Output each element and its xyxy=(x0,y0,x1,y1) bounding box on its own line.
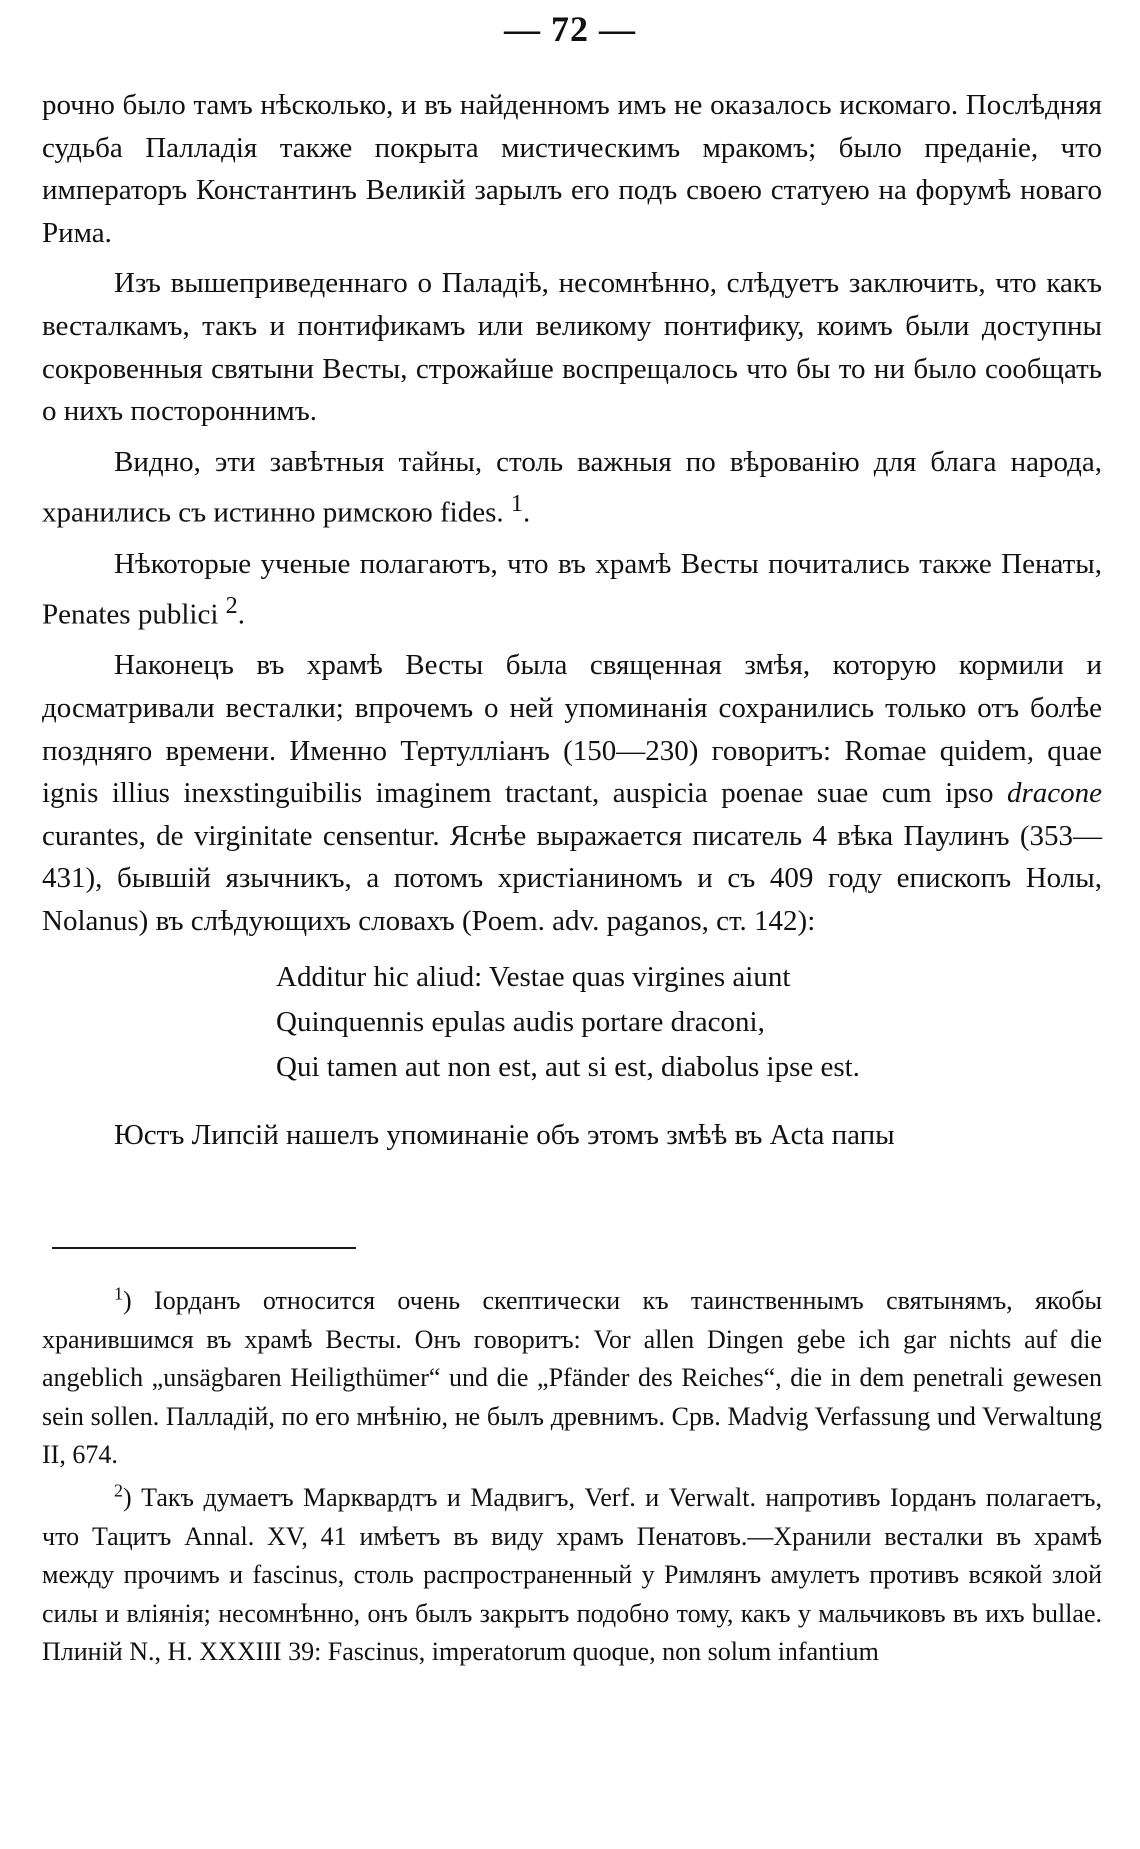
verse-quote xyxy=(276,955,1102,1090)
footnote-1-text: ) Іорданъ относится очень скептически къ таинственнымъ святынямъ, якобы хранившимся въ храмѣ Весты. Онъ говоритъ: Vor allen Dingen gebe ich gar nichts auf die angeblich „unsägbaren Heiligthümer“ und die „Pfänder des Reiches“, die in dem penetrali gewesen sein sollen. Палладій, по его мнѣнію, не былъ древнимъ. Срв. Madvig Verfassung und Verwaltung II, 674. xyxy=(42,1286,1102,1470)
paragraph-3-text: Видно, эти завѣтныя тайны, столь важныя по вѣрованію для блага народа, хранились съ истинно римскою fides. xyxy=(42,445,1102,529)
paragraph-4-tail: . xyxy=(237,598,245,631)
footnote-2 xyxy=(42,1479,1102,1672)
verse-line-3: Qui tamen aut non est, aut si est, diabolus ipse est. xyxy=(276,1050,860,1083)
footnote-1-mark: 1 xyxy=(114,1283,123,1304)
main-text xyxy=(42,84,1102,1164)
paragraph-4 xyxy=(42,543,1102,637)
paragraph-4-text: Нѣкоторые ученые полагаютъ, что въ храмѣ Весты почитались также Пенаты, Penates publici xyxy=(42,547,1102,631)
paragraph-5-italic: dracone xyxy=(1006,777,1102,810)
footnote-2-text: ) Такъ думаетъ Марквардтъ и Мадвигъ, Verf. и Verwalt. напротивъ Іорданъ полагаетъ, что Тацитъ Annal. XV, 41 имѣетъ въ виду храмъ Пенатовъ.—Хранили весталки въ храмѣ между прочимъ и fascinus, столь распространенный у Римлянъ амулетъ противъ всякой злой силы и вліянія; несомнѣнно, онъ былъ закрытъ подобно тому, какъ у мальчиковъ въ ихъ bullae. Плиній N., H. XXXIII 39: Fascinus, imperatorum quoque, non solum infantium xyxy=(42,1482,1102,1667)
page-number: — 72 — xyxy=(504,9,636,49)
footnotes xyxy=(42,1282,1102,1676)
paragraph-6: Юстъ Липсій нашелъ упоминаніе объ этомъ змѣѣ въ Acta папы xyxy=(114,1118,895,1151)
paragraph-3-tail: . xyxy=(522,497,531,529)
paragraph-3 xyxy=(42,441,1102,535)
footnote-1 xyxy=(42,1282,1102,1475)
footnote-2-mark: 2 xyxy=(114,1480,123,1501)
footnote-ref-2[interactable]: 2 xyxy=(225,592,238,620)
paragraph-5-text: Наконецъ въ храмѣ Весты была священная змѣя, которую кормили и досматривали весталки; впрочемъ о ней упоминанія сохранились только отъ болѣе поздняго времени. Именно Тертулліанъ (150—230) говоритъ: Romae quidem, quae ignis illius inexstinguibilis imaginem tractant, auspicia poenae suae cum ipso xyxy=(42,649,1102,810)
paragraph-1: рочно было тамъ нѣсколько, и въ найденномъ имъ не оказалось искомаго. Послѣдняя судьба Палладія также покрыта мистическимъ мракомъ; было преданіе, что императоръ Константинъ Великій зарылъ его подъ своею статуею на форумѣ новаго Рима. xyxy=(42,89,1102,249)
footnote-divider xyxy=(52,1247,356,1249)
paragraph-2: Изъ вышеприведеннаго о Паладіѣ, несомнѣнно, слѣдуетъ заключить, что какъ весталкамъ, такъ и понтификамъ или великому понтифику, коимъ были доступны сокровенныя святыни Весты, строжайше воспрещалось что бы то ни было сообщать о нихъ постороннимъ. xyxy=(42,267,1102,428)
verse-line-2: Quinquennis epulas audis portare draconi, xyxy=(276,1005,765,1038)
footnote-ref-1[interactable]: 1 xyxy=(510,490,523,518)
verse-line-1: Additur hic aliud: Vestae quas virgines aiunt xyxy=(276,960,791,993)
paragraph-5 xyxy=(42,644,1102,942)
paragraph-5-tail: curantes, de virginitate censentur. Яснѣе выражается писатель 4 вѣка Паулинъ (353—431), бывшій язычникъ, а потомъ христіаниномъ и съ 409 году епископъ Нолы, Nolanus) въ слѣдующихъ словахъ (Poem. adv. paganos, ст. 142): xyxy=(42,819,1102,937)
